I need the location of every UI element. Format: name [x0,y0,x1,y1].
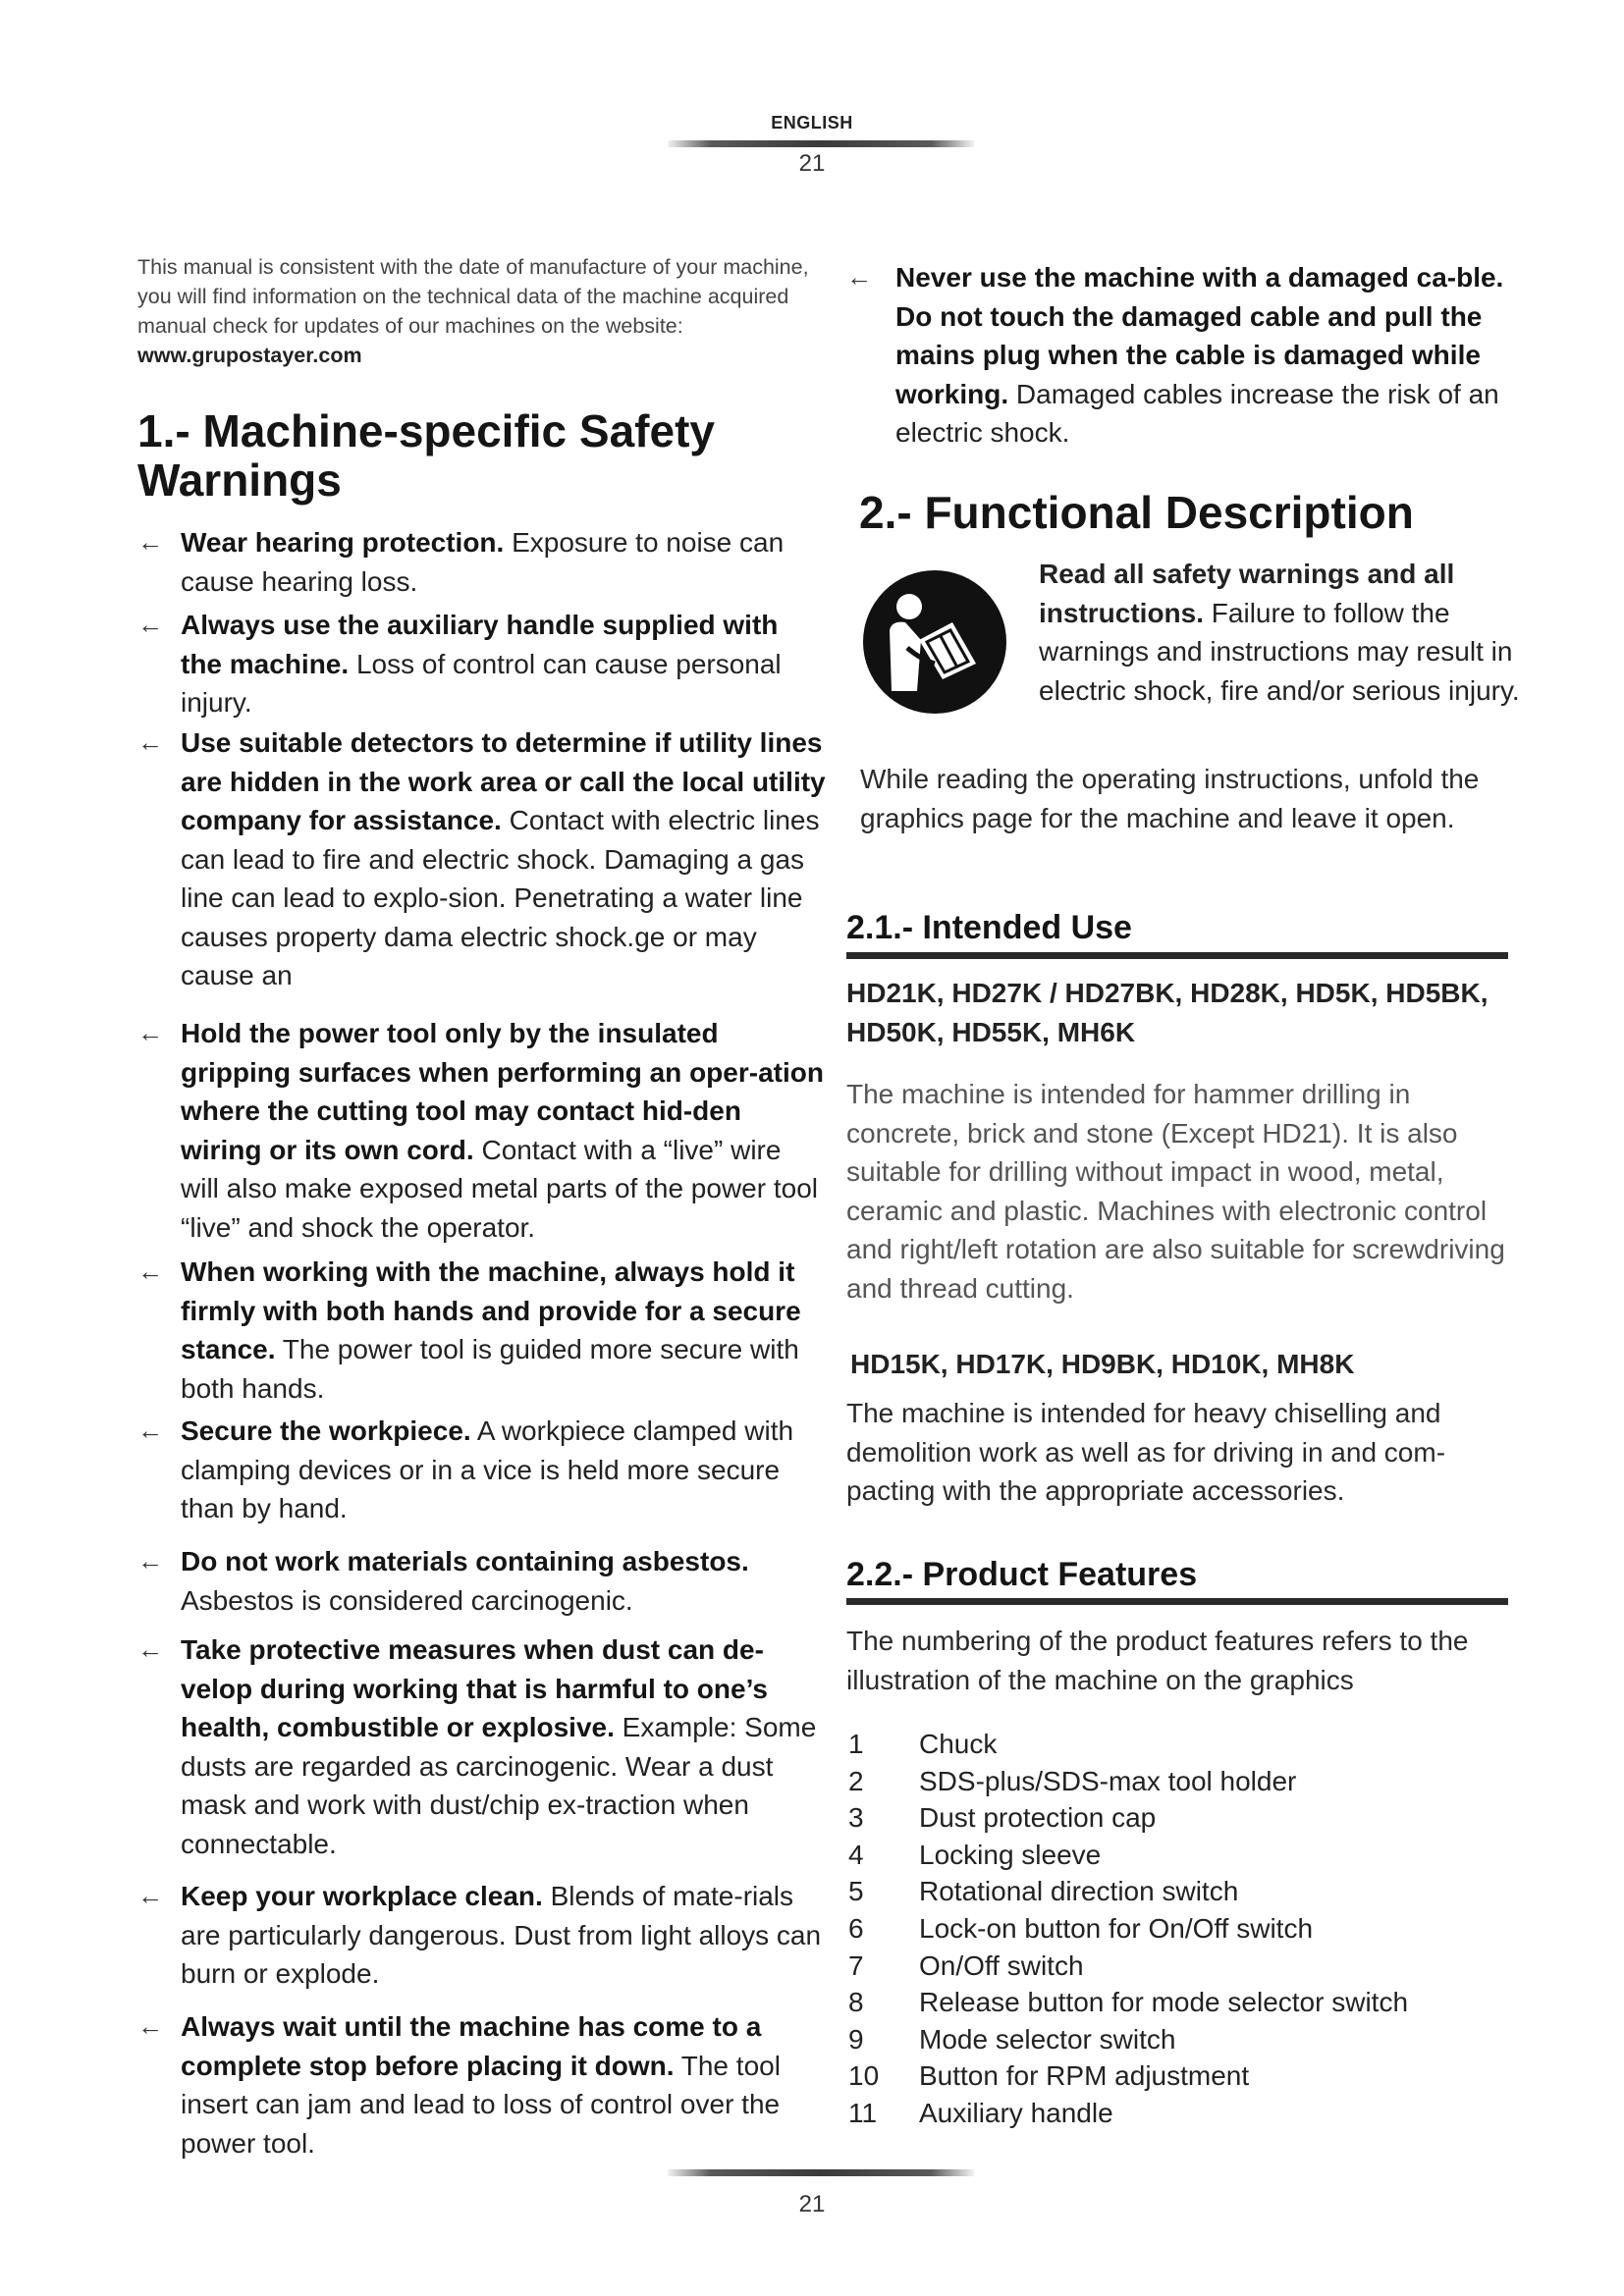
intended-text-a: The machine is intended for hammer drilling in concrete, brick and stone (Except HD21). It is also suitable for drilling without impact in wood, metal, ceramic and plastic. Machines with electronic control and right/left rotation are also suitable for screwdriving and thread cutting. [846,1079,1505,1304]
header-page-number: 21 [798,150,826,177]
intended-text-b: The machine is intended for heavy chiselling and demolition work as well as for driving in and com-pacting with the appropriate accessories. [846,1398,1446,1506]
warning-item: ← When working with the machine, always hold it firmly with both hands and provide for a secure stance. The power tool is guided more secure with both hands. [137,1253,827,1408]
arrow-icon: ← [137,1256,163,1286]
intended-use-title: 2.1.- Intended Use [846,909,1132,946]
warning-item: ← Always use the auxiliary handle supplied with the machine. Loss of control can cause personal injury. [137,606,827,722]
arrow-icon: ← [137,1018,163,1047]
arrow-icon: ← [137,1634,163,1664]
list-item: 1 Chuck [848,1729,998,1759]
arrow-icon: ← [137,527,163,557]
warning-item: ← Wear hearing protection. Exposure to noise can cause hearing loss. [137,523,827,601]
warning-item-damaged-cable: ← Never use the machine with a damaged ca-ble. Do not touch the damaged cable and pull the mains plug when the cable is damaged while working. Damaged cables increase the risk of an electric shock. [846,258,1542,453]
footer-page-number: 21 [798,2191,826,2217]
list-item: 3 Dust protection cap [848,1802,1157,1834]
arrow-icon: ← [846,262,872,292]
read-instructions-text: Read all safety warnings and all instructions. Failure to follow the warnings and instructions may result in electric shock, fire and/or serious injury. [1039,559,1520,706]
read-manual-icon [862,569,1007,715]
unfold-text: While reading the operating instructions, unfold the graphics page for the machine and leave it open. [860,764,1480,833]
list-item: 2 SDS-plus/SDS-max tool holder [848,1765,1297,1796]
warning-item: ← Take protective measures when dust can de-velop during working that is harmful to one’s health, combustible or explosive. Example: Some dusts are regarded as carcinogenic. Wear a dust mask and work with dust/chip ex-traction when connectable. [137,1630,827,1863]
product-features-title: 2.2.- Product Features [846,1556,1198,1593]
list-item: 10 Button for RPM adjustment [848,2060,1250,2092]
warning-item: ← Keep your workplace clean. Blends of mate-rials are particularly dangerous. Dust from light alloys can burn or explode. [137,1877,827,1994]
list-item: 9 Mode selector switch [848,2023,1176,2055]
arrow-icon: ← [137,1546,163,1575]
intended-models-b: HD15K, HD17K, HD9BK, HD10K, MH8K [850,1349,1355,1379]
warning-item: ← Do not work materials containing asbestos. Asbestos is considered carcinogenic. [137,1542,827,1620]
arrow-icon: ← [137,2011,163,2041]
warning-item: ← Hold the power tool only by the insulated gripping surfaces when performing an oper-ation where the cutting tool may contact hid-den wiring or its own cord. Contact with a “live” wire will also make exposed metal parts of the power tool “live” and shock the operator. [137,1014,827,1247]
arrow-icon: ← [137,610,163,639]
arrow-icon: ← [137,1415,163,1445]
warning-item: ← Always wait until the machine has come to a complete stop before placing it down. The tool insert can jam and lead to loss of control over the power tool. [137,2007,827,2163]
list-item: 11 Auxiliary handle [848,2097,1113,2128]
arrow-icon: ← [137,1881,163,1910]
warning-item: ← Secure the workpiece. A workpiece clamped with clamping devices or in a vice is held more secure than by hand. [137,1412,827,1528]
warning-item: ← Use suitable detectors to determine if utility lines are hidden in the work area or call the local utility company for assistance. Contact with electric lines can lead to fire and electric shock. Damaging a gas line can lead to explo-sion. Penetrating a water line causes property dama electric shock.ge or may cause an [137,723,827,995]
list-item: 6 Lock-on button for On/Off switch [848,1912,1314,1944]
section2-title: 2.- Functional Description [859,487,1414,538]
footer-rule [668,2169,974,2176]
website-link[interactable]: www.grupostayer.com [137,344,362,367]
arrow-icon: ← [137,727,163,757]
product-features-intro: The numbering of the product features refers to the illustration of the machine on the graphics [846,1626,1469,1695]
list-item: 8 Release button for mode selector switch [848,1987,1409,2018]
intended-models-a: HD21K, HD27K / HD27BK, HD28K, HD5K, HD5BK, HD50K, HD55K, MH6K [846,978,1489,1047]
header-rule [668,140,974,147]
intro-paragraph: This manual is consistent with the date of manufacture of your machine, you will find information on the technical data of the machine acquired manual check for updates of our machines on the website: www.grupostayer.com [137,255,809,367]
header-language: ENGLISH [771,113,853,133]
product-features-list [846,1726,1534,2132]
section1-title: 1.- Machine-specific Safety Warnings [137,405,715,506]
intended-use-rule [846,952,1508,959]
list-item: 5 Rotational direction switch [848,1876,1239,1907]
list-item: 7 On/Off switch [848,1949,1084,1981]
product-features-rule [846,1598,1508,1605]
list-item: 4 Locking sleeve [848,1839,1102,1870]
